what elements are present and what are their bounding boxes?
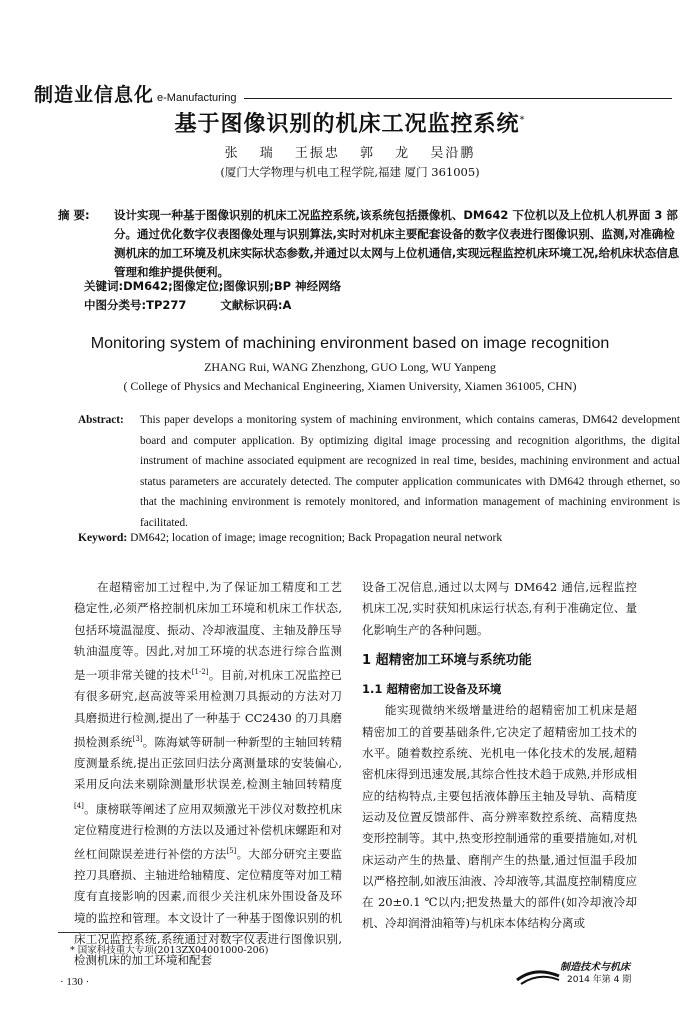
section-rule [244,98,672,99]
abstract-cn [58,206,680,282]
footnote-rule [58,932,268,933]
body-paragraph: 设备工况信息,通过以太网与 DM642 通信,远程监控机床工况,实时获知机床运行状态,有利于准确定位、量化影响生产的各种问题。 [362,580,637,637]
section-heading: 1 超精密加工环境与系统功能 [362,652,532,668]
abstract-en-text: This paper develops a monitoring system of machining environment, which contains cameras, DM642 development board and computer application. By optimizing digital image processing and recognition algorithms, the digital instrument of machine associated equipment are recognized in real time, besides, machining environment and actual status parameters are accurately detected. The computer application communicates with DM642 through ethernet, so that the machining environment is remotely monitored, and information management of machining environment is facilitated. [140,414,680,529]
citation: [1-2] [191,668,209,677]
article-title-cn: 基于图像识别的机床工况监控系统* [174,112,526,137]
section-title-en: e-Manufacturing [157,92,237,104]
abstract-en [78,410,680,534]
keywords-en-label: Keyword: [78,532,128,544]
classification-code: 中图分类号:TP277 [84,298,187,312]
citation: [4] [74,801,84,810]
keywords-cn: 关键词:DM642;图像定位;图像识别;BP 神经网络 [84,279,342,293]
keywords-en [78,532,502,544]
abstract-cn-label: 摘 要: [58,208,90,222]
document-code: 文献标识码:A [220,298,292,312]
section-header [34,80,237,107]
issue-label: 2014 年第 4 期 [567,975,632,985]
authors-cn: 张 瑞 王振忠 郭 龙 吴沿鹏 [224,146,476,161]
affiliation-en: ( College of Physics and Mechanical Engineering, Xiamen University, Xiamen 361005, CHN) [123,379,577,393]
title-footnote-mark: * [519,114,526,126]
abstract-cn-text: 设计实现一种基于图像识别的机床工况监控系统,该系统包括摄像机、DM642 下位机以及上位机人机界面 3 部分。通过优化数字仪表图像处理与识别算法,实时对机床主要配套设备的数字仪表进行图像识别、监测,对准确检测机床的加工环境及机床实际状态参数,并通过以太网与上位机通信,实现远程监控机床环境工况,给机床状态信息管理和维护提供便利。 [114,208,680,279]
section-title-cn: 制造业信息化 [34,84,155,106]
citation: [5] [226,847,237,856]
article-title-en: Monitoring system of machining environment based on image recognition [90,335,610,352]
affiliation-cn: (厦门大学物理与机电工程学院,福建 厦门 361005) [220,165,480,179]
body-paragraph: 在超精密加工过程中,为了保证加工精度和工艺稳定性,必须严格控制机床加工环境和机床工作状态,包括环境温湿度、振动、冷却液温度、主轴及静压导轨油温度等。因此,对加工环境的状态进行综合监测是一项非常关键的技术[1-2]。目前,对机床工况监控已有很多研究,赵高波等采用检测刀具振动的方法对刀具磨损进行检测,提出了一种基于 CC2430 的刀具磨损检测系统[3]。陈海斌等研制一种新型的主轴回转精度测量系统,提出正弦回归法分离测量球的安装偏心,采用反向法来剔除测量形状误差,检测主轴回转精度[4]。康榜联等阐述了应用双频激光干涉仪对数控机床定位精度进行检测的方法以及通过补偿机床螺距和对丝杠间隙误差进行补偿的方法[5]。大部分研究主要监控刀具磨损、主轴进给轴精度、定位精度等对加工精度有直接影响的因素,而很少关注机床外围设备及环境的监控和管理。本文设计了一种基于图像识别的机床工况监控系统,系统通过对数字仪表进行图像识别,检测机床的加工环境和配套 [74,580,343,968]
body-column-left [74,577,342,972]
subsection-heading: 1.1 超精密加工设备及环境 [362,682,502,697]
body-paragraph: 能实现微纳米级增量进给的超精密加工机床是超精密加工的首要基础条件,它决定了超精密加工技术的水平。随着数控系统、光机电一体化技术的发展,超精密机床得到迅速发展,其综合性技术趋于成熟,并形成相应的结构特点,主要包括液体静压主轴及导轨、高精度运动及位置反馈部件、高分辨率数控系统、高精度热变形控制等。其中,热变形控制通常的重要措施如,对机床运动产生的热量、磨削产生的热量,通过恒温手段加以严格控制,如液压油液、冷却液等,其温度控制精度应在 20±0.1 ℃以内;把发热量大的部件(如冷却液冷却机、冷却润滑油箱等)与机床本体结构分离或 [362,703,637,931]
page-number: · 130 · [60,976,90,988]
classification-line [84,297,291,313]
authors-en: ZHANG Rui, WANG Zhenzhong, GUO Long, WU Yanpeng [204,360,496,374]
keywords-en-text: DM642; location of image; image recognition; Back Propagation neural network [130,532,503,544]
body-column-right [362,577,637,935]
journal-logo-text: 制造技术与机床 [560,962,630,973]
footnote: * 国家科技重大专项(2013ZX04001000-206) [70,945,269,956]
citation: [3] [132,734,143,743]
abstract-en-label: Abstract: [78,414,124,426]
